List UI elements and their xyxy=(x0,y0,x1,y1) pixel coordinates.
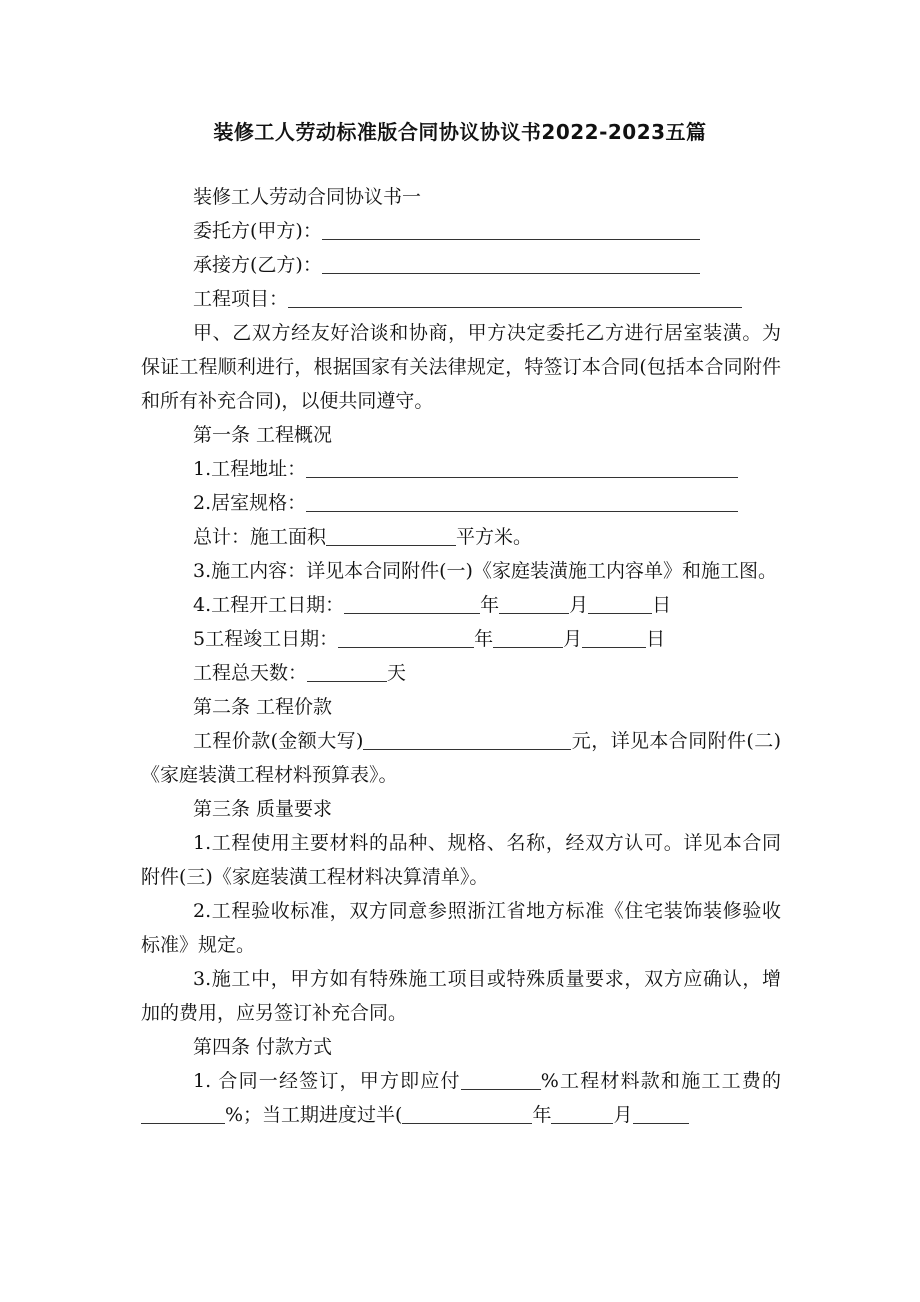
days-blank xyxy=(307,659,387,682)
contract-heading: 装修工人劳动合同协议书一 xyxy=(193,186,422,208)
article-3-heading: 第三条 质量要求 xyxy=(193,798,333,820)
area-blank xyxy=(326,523,456,546)
quality-item-2: 2.工程验收标准，双方同意参照浙江省地方标准《住宅装饰装修验收标准》规定。 xyxy=(141,900,781,956)
spec-line: 2.居室规格： xyxy=(141,486,781,520)
party-b-line: 承接方(乙方)： xyxy=(141,248,781,282)
party-b-blank xyxy=(322,251,700,274)
spec-blank xyxy=(306,489,738,512)
price-paragraph: 工程价款(金额大写) 元，详见本合同附件(二)《家庭装潢工程材料预算表》。 xyxy=(141,724,781,792)
party-a-blank xyxy=(322,217,700,240)
intro-paragraph: 甲、乙双方经友好洽谈和协商，甲方决定委托乙方进行居室装潢。为保证工程顺利进行，根据国家有关法律规定，特签订本合同(包括本合同附件和所有补充合同)，以便共同遵守。 xyxy=(141,322,781,412)
quality-item-1: 1.工程使用主要材料的品种、规格、名称，经双方认可。详见本合同附件(三)《家庭装潢工程材料决算清单》。 xyxy=(141,832,781,888)
document-body xyxy=(141,180,781,1132)
content-paragraph: 3.施工内容：详见本合同附件(一)《家庭装潢施工内容单》和施工图。 xyxy=(193,560,777,582)
party-a-line: 委托方(甲方)： xyxy=(141,214,781,248)
total-days-line: 工程总天数： 天 xyxy=(141,656,781,690)
article-2-heading: 第二条 工程价款 xyxy=(193,696,333,718)
article-1-heading: 第一条 工程概况 xyxy=(193,424,333,446)
article-4-heading: 第四条 付款方式 xyxy=(193,1036,333,1058)
quality-item-3: 3.施工中，甲方如有特殊施工项目或特殊质量要求，双方应确认，增加的费用，应另签订补充合同。 xyxy=(141,968,781,1024)
address-blank xyxy=(306,455,738,478)
document-title: 装修工人劳动标准版合同协议协议书2022-2023五篇 xyxy=(213,120,707,144)
address-line: 1.工程地址： xyxy=(141,452,781,486)
finish-date-line: 5工程竣工日期： 年 月 日 xyxy=(141,622,781,656)
price-blank xyxy=(363,727,571,750)
area-line: 总计：施工面积 平方米。 xyxy=(141,520,781,554)
project-line: 工程项目： xyxy=(141,282,781,316)
start-date-line: 4.工程开工日期： 年 月 日 xyxy=(141,588,781,622)
project-blank xyxy=(288,285,742,308)
payment-paragraph: 1. 合同一经签订，甲方即应付 %工程材料款和施工工费的%；当工期进度过半( 年 月 xyxy=(141,1064,781,1132)
